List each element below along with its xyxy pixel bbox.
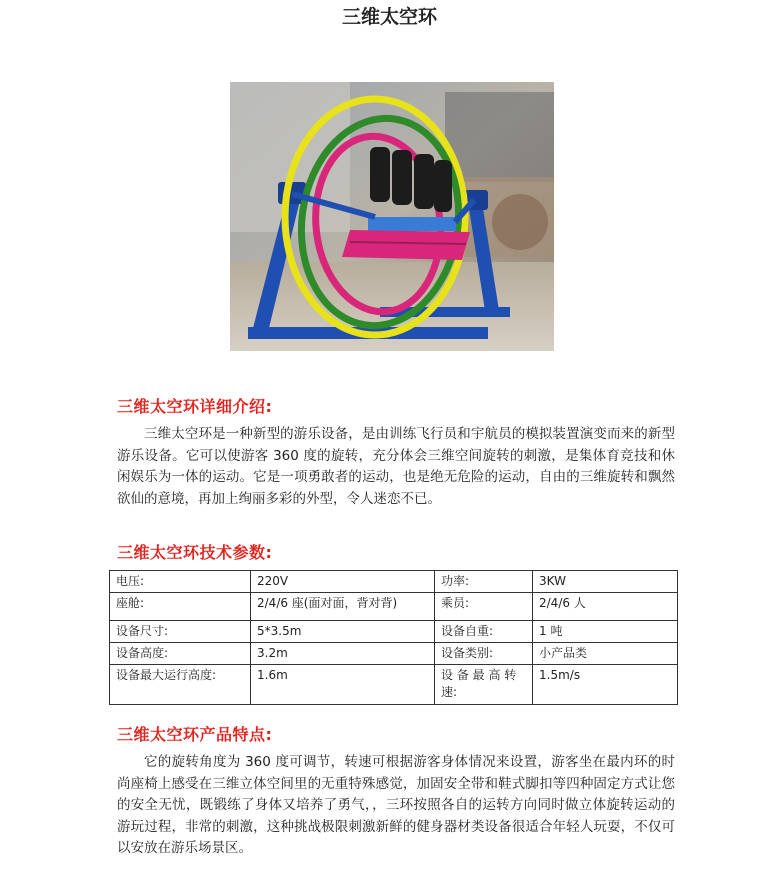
spec-value-weight: 1 吨 (533, 621, 678, 643)
spec-value-size: 5*3.5m (251, 621, 435, 643)
spec-label-max-speed: 设 备 最 高 转 速: (435, 665, 533, 705)
spec-value-max-height: 1.6m (251, 665, 435, 705)
spec-label-category: 设备类别: (435, 643, 533, 665)
spec-label-passengers: 乘员: (435, 593, 533, 621)
spec-label-weight: 设备自重: (435, 621, 533, 643)
table-row (110, 593, 678, 621)
spec-label-size: 设备尺寸: (110, 621, 251, 643)
spec-label-voltage: 电压: (110, 571, 251, 593)
spec-label-cabin: 座舱: (110, 593, 251, 621)
intro-heading: 三维太空环详细介绍: (117, 397, 273, 416)
spec-table (109, 570, 678, 705)
table-row (110, 621, 678, 643)
table-row (110, 643, 678, 665)
spec-value-passengers: 2/4/6 人 (533, 593, 678, 621)
spec-value-max-speed: 1.5m/s (533, 665, 678, 705)
spec-value-height: 3.2m (251, 643, 435, 665)
spec-value-voltage: 220V (251, 571, 435, 593)
features-paragraph: 它的旋转角度为 360 度可调节，转速可根据游客身体情况来设置，游客坐在最内环的时尚座椅上感受在三维立体空间里的无重特殊感觉，加固安全带和鞋式脚扣等四种固定方式让您的安全无忧，既锻练了身体又培养了勇气，，三环按照各自的运转方向同时做立体旋转运动的游玩过程，非常的刺激，这种挑战极限刺激新鲜的健身器材类设备很适合年轻人玩耍，不仅可以安放在游乐场景区。 (117, 754, 675, 856)
features-heading: 三维太空环产品特点: (117, 725, 273, 744)
spec-value-cabin: 2/4/6 座(面对面，背对背) (251, 593, 435, 621)
table-row (110, 571, 678, 593)
table-row (110, 665, 678, 705)
spec-label-max-height: 设备最大运行高度: (110, 665, 251, 705)
product-photo (230, 82, 554, 351)
intro-paragraph: 三维太空环是一种新型的游乐设备，是由训练飞行员和宇航员的模拟装置演变而来的新型游乐设备。它可以使游客 360 度的旋转，充分体会三维空间旋转的刺激，是集体育竞技和休闲娱乐为一体的运动。它是一项勇敢者的运动，也是绝无危险的运动，自由的三维旋转和飘然欲仙的意境，再加上绚丽多彩的外型，令人迷恋不已。 (117, 426, 675, 507)
spec-value-power: 3KW (533, 571, 678, 593)
spec-value-category: 小产品类 (533, 643, 678, 665)
spec-label-height: 设备高度: (110, 643, 251, 665)
spec-label-power: 功率: (435, 571, 533, 593)
specs-heading: 三维太空环技术参数: (117, 543, 273, 562)
page-title: 三维太空环 (341, 6, 437, 28)
